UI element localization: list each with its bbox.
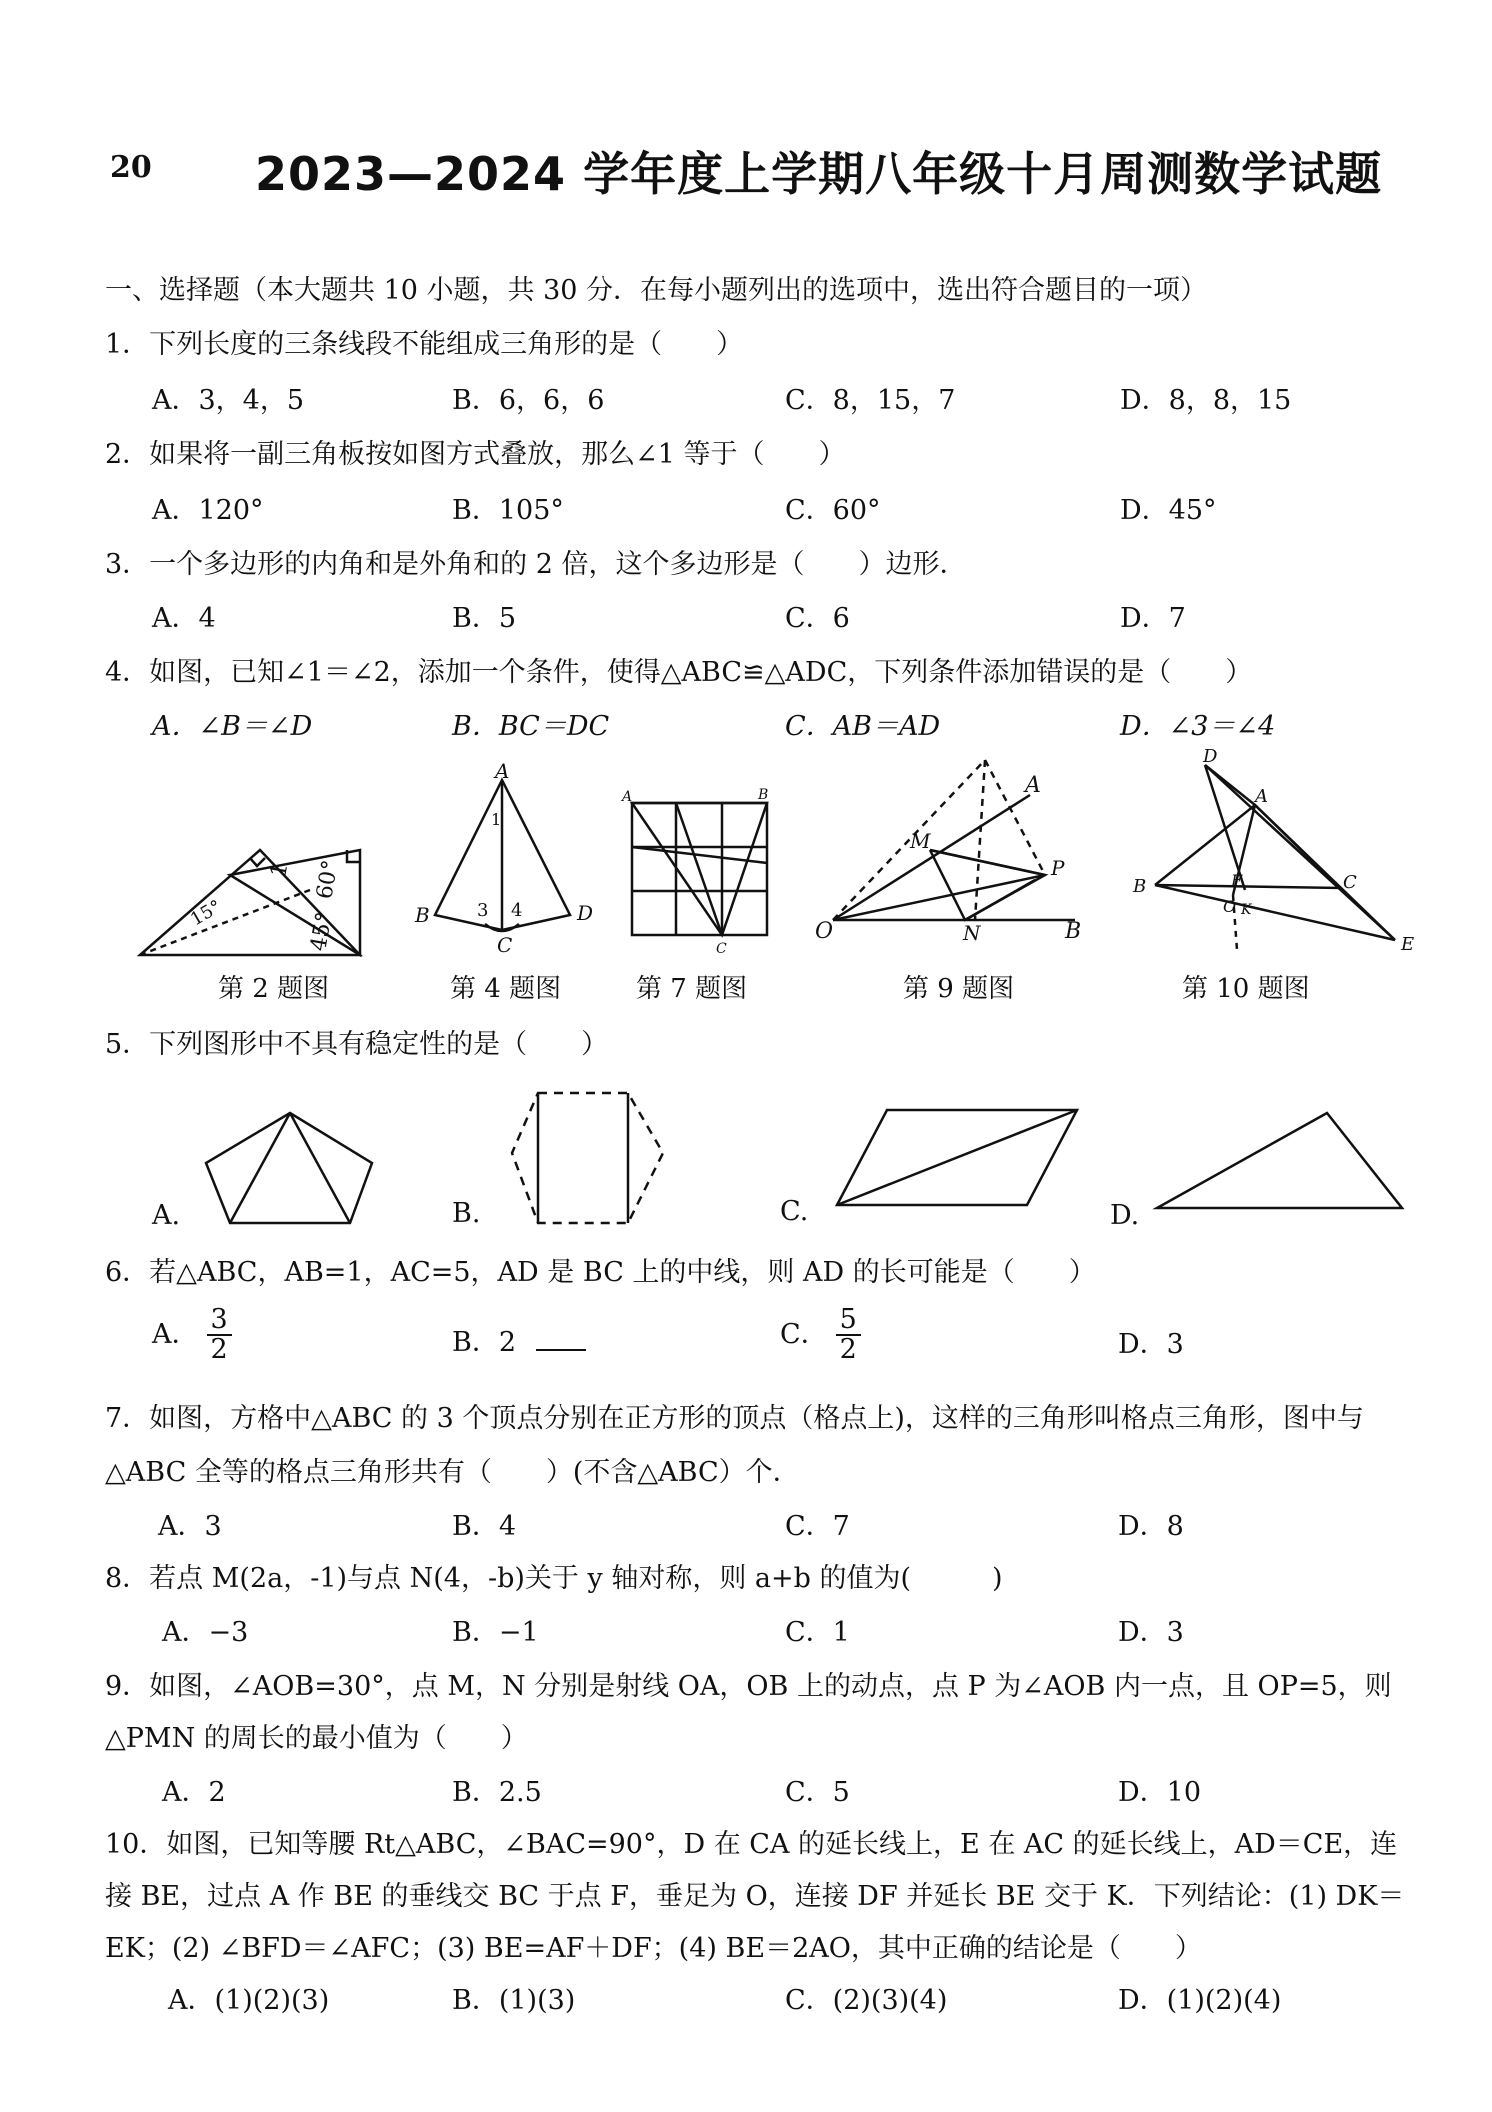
q4-option-d: D．∠3＝∠4 bbox=[1120, 711, 1276, 742]
fig4-label-4: 4 bbox=[511, 900, 523, 921]
q6-option-d: D．3 bbox=[1118, 1329, 1184, 1360]
fig4-label-c: C bbox=[497, 933, 513, 957]
fig7-label-b: B bbox=[758, 787, 769, 803]
q1-option-c: C．8，15，7 bbox=[785, 385, 956, 416]
fig7-label-c: C bbox=[716, 941, 727, 957]
fig4-label-1: 1 bbox=[491, 810, 502, 829]
question-8-stem: 8．若点 M(2a，-1)与点 N(4，-b)关于 y 轴对称，则 a+b 的值为( ) bbox=[105, 1563, 1003, 1594]
question-4-stem: 4．如图，已知∠1＝∠2，添加一个条件，使得△ABC≌△ADC，下列条件添加错误的是（ ） bbox=[105, 657, 1253, 688]
q3-option-b: B．5 bbox=[452, 603, 517, 634]
question-6-stem: 6．若△ABC，AB=1，AC=5，AD 是 BC 上的中线，则 AD 的长可能是（ ） bbox=[105, 1257, 1096, 1288]
figure-7-grid bbox=[622, 787, 770, 957]
fig10-label-o: O bbox=[1223, 897, 1237, 916]
fig10-label-b: B bbox=[1133, 876, 1147, 897]
fig10-label-k: K bbox=[1241, 902, 1252, 918]
fig4-label-d: D bbox=[577, 901, 594, 925]
q10-option-b: B．(1)(3) bbox=[452, 1985, 576, 2016]
q4-option-c: C．AB＝AD bbox=[785, 711, 941, 742]
q6-option-a-letter: A． bbox=[152, 1318, 199, 1350]
q6-option-b: B．2 bbox=[452, 1320, 586, 1359]
q8-option-a: A．−3 bbox=[162, 1617, 249, 1648]
fig9-label-o: O bbox=[815, 919, 834, 944]
figure-4-diagram bbox=[415, 759, 595, 957]
fig10-label-f: F bbox=[1231, 871, 1243, 890]
q9-option-b: B．2.5 bbox=[452, 1777, 542, 1808]
q2-option-b: B．105° bbox=[452, 495, 564, 526]
q7-option-a: A．3 bbox=[158, 1511, 222, 1542]
q1-option-d: D．8，8，15 bbox=[1120, 385, 1292, 416]
q5-figure-b-hexagon bbox=[508, 1088, 678, 1233]
figure-2-caption: 第 2 题图 bbox=[218, 974, 330, 1004]
q7-option-b: B．4 bbox=[452, 1511, 517, 1542]
question-1-stem: 1．下列长度的三条线段不能组成三角形的是（ ） bbox=[105, 329, 744, 360]
question-10-stem-line-2: 接 BE，过点 A 作 BE 的垂线交 BC 于点 F，垂足为 O，连接 DF 并延长 BE 交于 K．下列结论：(1) DK＝ bbox=[105, 1881, 1405, 1912]
q8-option-b: B．−1 bbox=[452, 1617, 539, 1648]
q6-option-a bbox=[152, 1306, 232, 1365]
figure-7-caption: 第 7 题图 bbox=[636, 974, 748, 1004]
question-9-stem-line-2: △PMN 的周长的最小值为（ ） bbox=[105, 1723, 528, 1754]
q5-figure-d-triangle bbox=[1152, 1108, 1407, 1213]
figure-4-caption: 第 4 题图 bbox=[450, 974, 562, 1004]
q8-option-c: C．1 bbox=[785, 1617, 850, 1648]
question-10-stem-line-1: 10．如图，已知等腰 Rt△ABC，∠BAC=90°，D 在 CA 的延长线上，E 在 AC 的延长线上，AD＝CE，连 bbox=[105, 1829, 1398, 1860]
q5-option-d: D. bbox=[1110, 1200, 1140, 1231]
fig9-label-b: B bbox=[1065, 919, 1082, 944]
fig2-label-1: 1 bbox=[266, 860, 294, 880]
question-10-stem-line-3: EK；(2) ∠BFD＝∠AFC；(3) BE=AF＋DF；(4) BE＝2AO，其中正确的结论是（ ） bbox=[105, 1933, 1202, 1964]
q5-option-a: A. bbox=[152, 1200, 181, 1231]
q6-a-numerator: 3 bbox=[207, 1306, 232, 1336]
q7-option-d: D．8 bbox=[1118, 1511, 1184, 1542]
figure-2-diagram bbox=[135, 820, 365, 960]
q2-option-a: A．120° bbox=[152, 495, 264, 526]
question-7-stem-line-1: 7．如图，方格中△ABC 的 3 个顶点分别在正方形的顶点（格点上)，这样的三角形叫格点三角形，图中与 bbox=[105, 1403, 1364, 1434]
q4-option-a: A．∠B＝∠D bbox=[152, 711, 313, 742]
question-7-stem-line-2: △ABC 全等的格点三角形共有（ ）(不含△ABC）个． bbox=[105, 1457, 800, 1488]
figure-10-caption: 第 10 题图 bbox=[1182, 974, 1310, 1004]
fig9-label-n: N bbox=[963, 921, 981, 945]
question-9-stem-line-1: 9．如图，∠AOB=30°，点 M，N 分别是射线 OA，OB 上的动点，点 P 为∠AOB 内一点，且 OP=5，则 bbox=[105, 1671, 1392, 1702]
fig4-label-a: A bbox=[495, 759, 510, 783]
q10-option-c: C．(2)(3)(4) bbox=[785, 1985, 948, 2016]
fig2-label-60: 60° bbox=[312, 858, 344, 902]
q5-option-c: C. bbox=[780, 1196, 809, 1227]
q1-option-b: B．6，6，6 bbox=[452, 385, 605, 416]
q2-option-c: C．60° bbox=[785, 495, 881, 526]
fig4-label-b: B bbox=[415, 903, 430, 927]
q6-stray-mark bbox=[536, 1349, 586, 1351]
figure-9-caption: 第 9 题图 bbox=[903, 974, 1015, 1004]
q6-c-numerator: 5 bbox=[836, 1306, 861, 1336]
q6-a-denominator: 2 bbox=[210, 1334, 228, 1366]
q10-option-a: A．(1)(2)(3) bbox=[168, 1985, 330, 2016]
q8-option-d: D．3 bbox=[1118, 1617, 1184, 1648]
fig10-label-d: D bbox=[1203, 746, 1218, 767]
fig2-label-45: 45° bbox=[306, 910, 338, 954]
figure-9-diagram bbox=[815, 740, 1085, 945]
q5-figure-c-parallelogram bbox=[832, 1105, 1082, 1210]
fig9-label-p: P bbox=[1051, 856, 1065, 880]
q4-option-b: B．BC＝DC bbox=[452, 711, 610, 742]
q3-option-c: C．6 bbox=[785, 603, 850, 634]
q5-option-b: B. bbox=[452, 1198, 481, 1229]
q9-option-d: D．10 bbox=[1118, 1777, 1202, 1808]
fig7-label-a: A bbox=[622, 789, 633, 805]
question-3-stem: 3．一个多边形的内角和是外角和的 2 倍，这个多边形是（ ）边形． bbox=[105, 549, 967, 580]
q2-option-d: D．45° bbox=[1120, 495, 1217, 526]
figure-10-diagram bbox=[1125, 746, 1415, 955]
fig4-label-3: 3 bbox=[477, 900, 489, 921]
fig9-label-m: M bbox=[910, 829, 931, 853]
page-title: 2023—2024 学年度上学期八年级十月周测数学试题 bbox=[255, 147, 1383, 201]
q10-option-d: D．(1)(2)(4) bbox=[1118, 1985, 1282, 2016]
q5-figure-a-pentagon bbox=[200, 1108, 380, 1228]
question-5-stem: 5．下列图形中不具有稳定性的是（ ） bbox=[105, 1029, 609, 1060]
fig10-label-c: C bbox=[1343, 872, 1357, 893]
question-2-stem: 2．如果将一副三角板按如图方式叠放，那么∠1 等于（ ） bbox=[105, 439, 846, 470]
fig2-label-15: 15° bbox=[187, 896, 226, 931]
q3-option-d: D．7 bbox=[1120, 603, 1186, 634]
q3-option-a: A．4 bbox=[152, 603, 216, 634]
q7-option-c: C．7 bbox=[785, 1511, 850, 1542]
q1-option-a: A．3，4，5 bbox=[152, 385, 305, 416]
q6-option-c bbox=[780, 1306, 861, 1365]
page-number: 20 bbox=[110, 150, 152, 185]
q9-option-a: A．2 bbox=[162, 1777, 226, 1808]
q6-c-denominator: 2 bbox=[839, 1334, 857, 1366]
q6-option-a-fraction bbox=[207, 1306, 232, 1365]
q6-option-c-fraction bbox=[836, 1306, 861, 1365]
q9-option-c: C．5 bbox=[785, 1777, 850, 1808]
q6-option-c-letter: C． bbox=[780, 1318, 828, 1350]
fig9-label-a: A bbox=[1025, 773, 1041, 798]
section-heading: 一、选择题（本大题共 10 小题，共 30 分．在每小题列出的选项中，选出符合题目的一项） bbox=[105, 275, 1208, 306]
fig10-label-a: A bbox=[1255, 786, 1268, 807]
fig10-label-e: E bbox=[1401, 934, 1415, 955]
